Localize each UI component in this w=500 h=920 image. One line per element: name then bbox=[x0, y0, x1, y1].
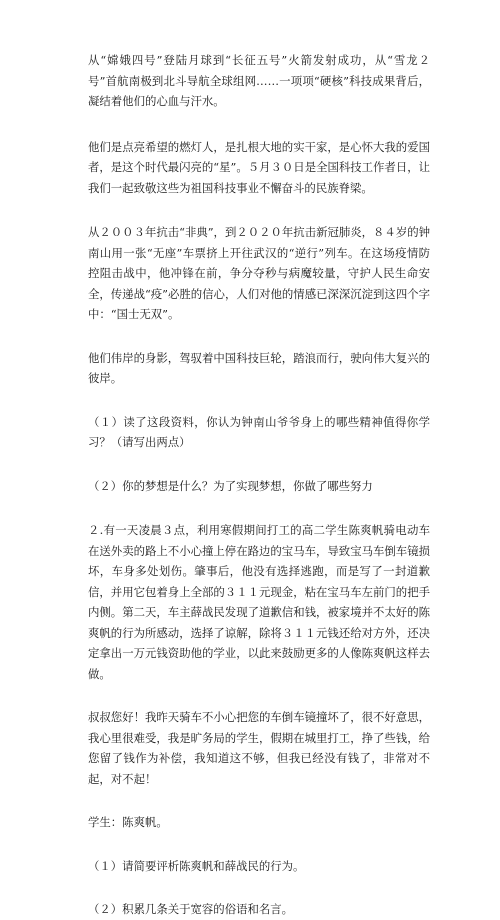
paragraph-scientists-tribute: 他们是点亮希望的燃灯人，是扎根大地的实干家，是心怀大我的爱国者，是这个时代最闪亮的“星”。５月３０日是全国科技工作者日，让我们一起致敬这些为祖国科技事业不懈奋斗的民族脊梁。 bbox=[88, 139, 430, 195]
paragraph-conclusion: 他们伟岸的身影，驾驭着中国科技巨轮，踏浪而行，驶向伟大复兴的彼岸。 bbox=[88, 350, 430, 385]
paragraph-space-achievements: 从“嫦娥四号”登陆月球到“长征五号”火箭发射成功，从“雪龙２号”首航南极到北斗导航全球组网……一项项“硬核”科技成果背后，凝结着他们的心血与汗水。 bbox=[88, 53, 430, 108]
apology-note: 叔叔您好！我昨天骑车不小心把您的车倒车镜撞坏了，很不好意思，我心里很难受，我是旷务局的学生，假期在城里打工，挣了些钱，给您留了钱作为补偿，我知道这不够，但我已经没有钱了，非常对不起，对不起！ bbox=[88, 710, 430, 786]
question-1: （１）读了这段资料，你认为钟南山爷爷身上的哪些精神值得你学习？（请写出两点） bbox=[88, 414, 430, 449]
note-signature: 学生：陈爽帆。 bbox=[88, 815, 168, 829]
question-3: （１）请简要评析陈爽帆和薛战民的行为。 bbox=[88, 858, 305, 873]
question-2: （２）你的梦想是什么？为了实现梦想，你做了哪些努力 bbox=[88, 478, 373, 493]
story-paragraph: ２.有一天凌晨３点，利用寒假期间打工的高二学生陈爽帆骑电动车在送外卖的路上不小心撞上停在路边的宝马车，导致宝马车倒车镜损坏，车身多处划伤。肇事后，他没有选择逃跑，而是写了一封道歉信，并用它包着身上全部的３１１元现金，粘在宝马车左前门的把手内侧。第二天，车主薛战民发现了道歉信和钱，被家境并不太好的陈爽帆的行为所感动，选择了谅解，除将３１１元钱还给对方外，还决定拿出一万元钱资助他的学业，以此来鼓励更多的人像陈爽帆这样去做。 bbox=[88, 523, 430, 681]
question-4: （２）积累几条关于宽容的俗语和名言。 bbox=[88, 902, 294, 916]
document-page bbox=[88, 50, 430, 920]
paragraph-zhong-nanshan: 从２００３年抗击“非典”，到２０２０年抗击新冠肺炎，８４岁的钟南山用一张“无座”车票挤上开往武汉的“逆行”列车。在这场疫情防控阻击战中，他冲锋在前，争分夺秒与病魔较量，守护人民生命安全，传递战“疫”必胜的信心，人们对他的情感已深深沉淀到这四个字中：“国士无双”。 bbox=[88, 225, 430, 321]
